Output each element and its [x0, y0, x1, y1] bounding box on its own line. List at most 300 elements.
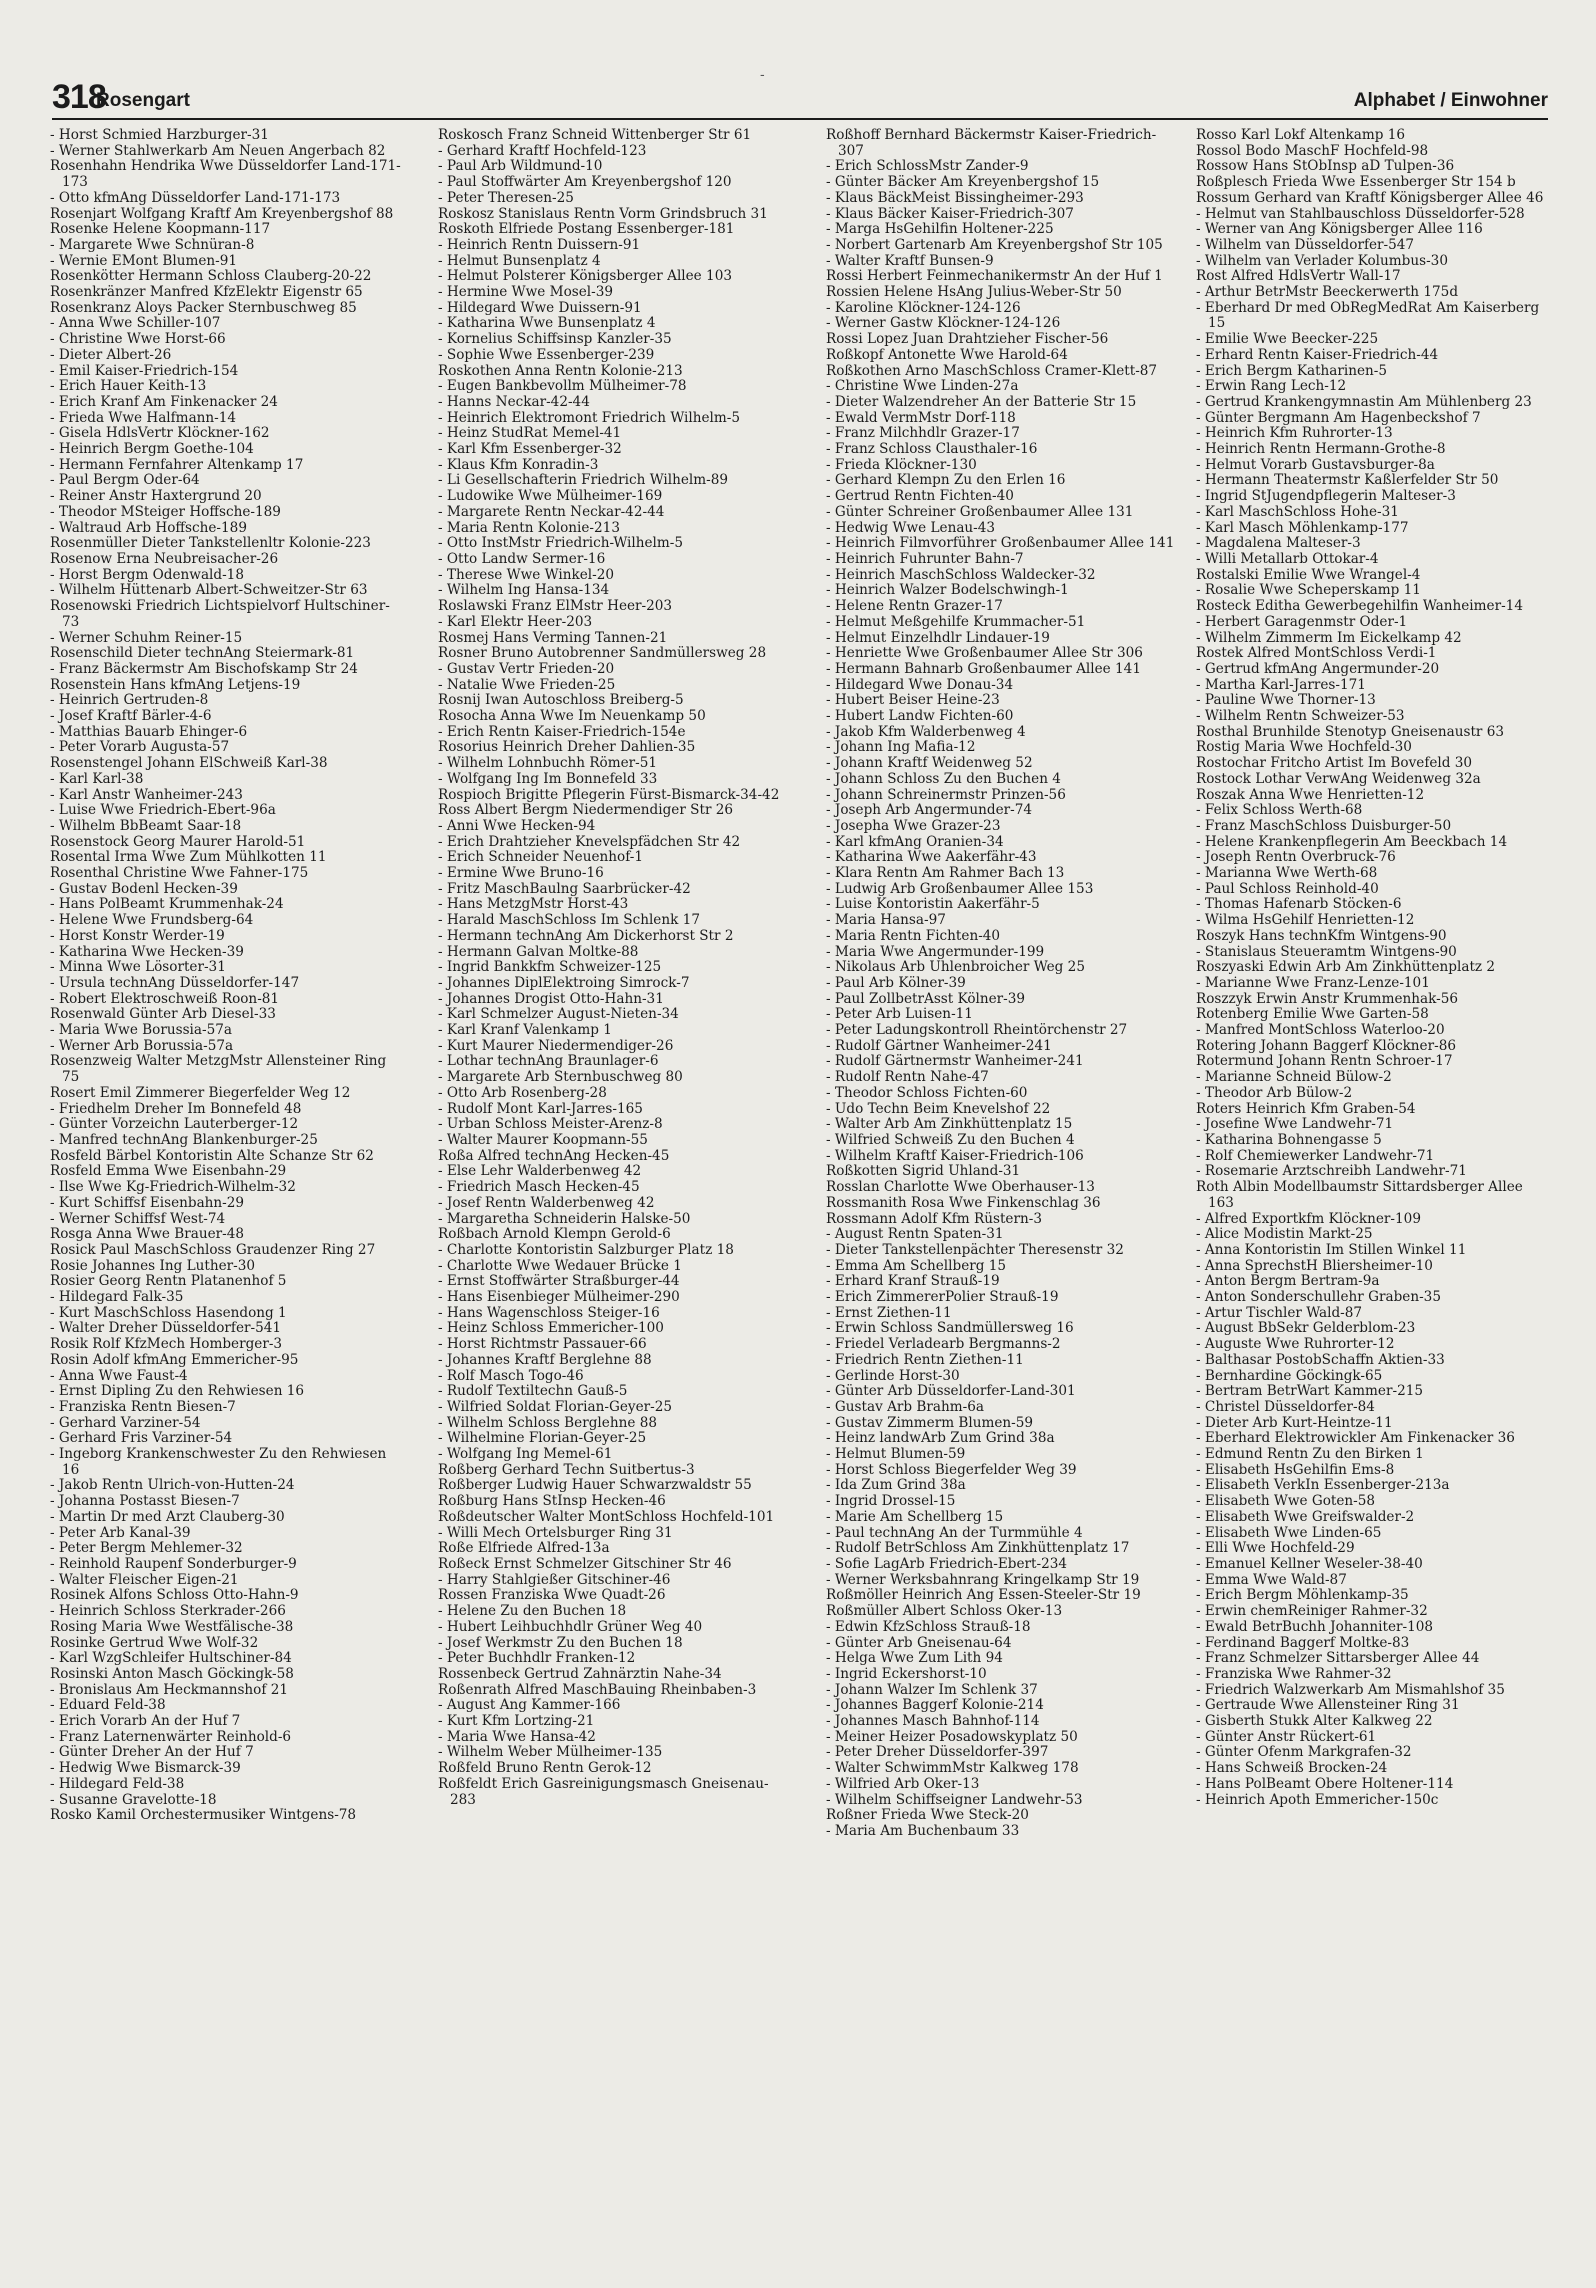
- directory-entry: - Margarete Arb Sternbuschweg 80: [438, 1069, 683, 1086]
- directory-entry: - Gustav Zimmerm Blumen-59: [826, 1414, 1034, 1431]
- directory-entry: Rosenjart Wolfgang Kraftf Am Kreyenbergshof 88: [50, 205, 394, 222]
- directory-entry: - Helga Wwe Zum Lith 94: [826, 1650, 1003, 1667]
- directory-entry: - Paul technAng An der Turmmühle 4: [826, 1524, 1083, 1541]
- directory-entry: - Johann Kraftf Weidenweg 52: [826, 755, 1033, 772]
- directory-entry: - Karl Elektr Heer-203: [438, 613, 593, 630]
- directory-entry: Rosie Johannes Ing Luther-30: [50, 1257, 256, 1274]
- directory-entry: Roszzyk Erwin Anstr Krummenhak-56: [1196, 990, 1459, 1007]
- directory-entry: - Franz Schloss Clausthaler-16: [826, 441, 1038, 458]
- directory-entry: - Gerhard Kraftf Hochfeld-123: [438, 142, 647, 159]
- directory-entry: - Werner Arb Borussia-57a: [50, 1037, 234, 1054]
- directory-entry: Rossien Helene HsAng Julius-Weber-Str 50: [826, 284, 1122, 301]
- directory-entry: - Maria Wwe Hansa-42: [438, 1728, 596, 1745]
- directory-entry: - Peter Arb Kanal-39: [50, 1524, 191, 1541]
- directory-entry: - Werner Werksbahnrang Kringelkamp Str 19: [826, 1571, 1140, 1588]
- directory-entry: - Dieter Walzendreher An der Batterie Str 15: [826, 393, 1137, 410]
- directory-entry: - Wilhelm Zimmerm Im Eickelkamp 42: [1196, 629, 1462, 646]
- directory-entry: - Helene Wwe Frundsberg-64: [50, 912, 254, 929]
- directory-entry: - Theodor Schloss Fichten-60: [826, 1084, 1028, 1101]
- directory-entry: - Werner Schiffsf West-74: [50, 1210, 226, 1227]
- directory-entry: - Balthasar PostobSchaffn Aktien-33: [1196, 1351, 1445, 1368]
- directory-entry: Rosinski Anton Masch Göckingk-58: [50, 1665, 294, 1682]
- directory-entry: Roters Heinrich Kfm Graben-54: [1196, 1100, 1416, 1117]
- directory-entry: - Werner van Ang Königsberger Allee 116: [1196, 221, 1483, 238]
- directory-entry: - Helmut van Stahlbauschloss Düsseldorfer-528: [1196, 205, 1525, 222]
- directory-entry: - Sophie Wwe Essenberger-239: [438, 346, 655, 363]
- directory-entry: - Bernhardine Göckingk-65: [1196, 1367, 1383, 1384]
- directory-entry: - Hermann Bahnarb Großenbaumer Allee 141: [826, 660, 1141, 677]
- directory-entry: - Günter Bäcker Am Kreyenbergshof 15: [826, 174, 1100, 191]
- directory-entry: - Rudolf Rentn Nahe-47: [826, 1069, 989, 1086]
- directory-entry: - Hildegard Wwe Duissern-91: [438, 299, 642, 316]
- directory-entry: - Hans Wagenschloss Steiger-16: [438, 1304, 660, 1321]
- directory-entry: - Maria Am Buchenbaum 33: [826, 1822, 1020, 1839]
- directory-entry: - Rudolf Textiltechn Gauß-5: [438, 1383, 628, 1400]
- directory-entry: - Eugen Bankbevollm Mülheimer-78: [438, 378, 687, 395]
- directory-entry: - Rudolf Gärtnermstr Wanheimer-241: [826, 1053, 1084, 1070]
- directory-entry: - Katharina Wwe Aakerfähr-43: [826, 849, 1037, 866]
- directory-entry: Rosing Maria Wwe Westfälische-38: [50, 1618, 294, 1635]
- directory-entry: - Theodor MSteiger Hoffsche-189: [50, 503, 281, 520]
- stray-mark: -: [760, 66, 765, 82]
- directory-entry: - Heinrich Schloss Sterkrader-266: [50, 1603, 286, 1620]
- directory-entry: - Erich Bergm Möhlenkamp-35: [1196, 1587, 1409, 1604]
- directory-entry: - Paul Schloss Reinhold-40: [1196, 880, 1379, 897]
- directory-entry: - Helmut Polsterer Königsberger Allee 103: [438, 268, 732, 285]
- directory-entry: Roßkotten Sigrid Uhland-31: [826, 1163, 1021, 1180]
- directory-entry: - Hildegard Feld-38: [50, 1775, 185, 1792]
- directory-entry: - Hans MetzgMstr Horst-43: [438, 896, 629, 913]
- directory-entry: - Wilfried Soldat Florian-Geyer-25: [438, 1398, 673, 1415]
- directory-entry: - Kornelius Schiffsinsp Kanzler-35: [438, 331, 672, 348]
- directory-entry: - Maria Rentn Fichten-40: [826, 927, 1001, 944]
- directory-entry: - Franz Schmelzer Sittarsberger Allee 44: [1196, 1650, 1480, 1667]
- directory-entry: - Peter Vorarb Augusta-57: [50, 739, 230, 756]
- directory-entry: Rosner Bruno Autobrenner Sandmüllersweg 28: [438, 645, 767, 662]
- directory-entry: - Friedrich Rentn Ziethen-11: [826, 1351, 1024, 1368]
- directory-entry: - Therese Wwe Winkel-20: [438, 566, 614, 583]
- directory-entry: Rostochar Fritcho Artist Im Bovefeld 30: [1196, 755, 1473, 772]
- directory-entry: - Auguste Wwe Ruhrorter-12: [1196, 1336, 1395, 1353]
- directory-entry: Roskosz Stanislaus Rentn Vorm Grindsbruch 31: [438, 205, 768, 222]
- column-2: [438, 128, 794, 2268]
- directory-entry: - Ursula technAng Düsseldorfer-147: [50, 974, 300, 991]
- directory-entry: Rostek Alfred MontSchloss Verdi-1: [1196, 645, 1437, 662]
- directory-entry: - Ilse Wwe Kg-Friedrich-Wilhelm-32: [50, 1179, 296, 1196]
- directory-entry: - Katharina Bohnengasse 5: [1196, 1132, 1382, 1148]
- directory-entry: - Peter Bergm Mehlemer-32: [50, 1540, 243, 1557]
- directory-entry: - Manfred MontSchloss Waterloo-20: [1196, 1022, 1445, 1039]
- directory-entry: - Walter Fleischer Eigen-21: [50, 1571, 239, 1588]
- directory-entry: - Horst Schloss Biegerfelder Weg 39: [826, 1461, 1077, 1478]
- directory-entry: - Karl Schmelzer August-Nieten-34: [438, 1006, 679, 1023]
- column-3: [826, 128, 1182, 2268]
- directory-entry: - Ludowike Wwe Mülheimer-169: [438, 488, 663, 505]
- directory-entry: - Günter Arb Düsseldorfer-Land-301: [826, 1383, 1076, 1400]
- directory-entry: - Heinrich Gertruden-8: [50, 692, 209, 709]
- directory-entry: - Elisabeth Wwe Greifswalder-2: [1196, 1508, 1415, 1525]
- directory-entry: Roßner Frieda Wwe Steck-20: [826, 1807, 1029, 1824]
- directory-entry: - Susanne Gravelotte-18: [50, 1791, 217, 1808]
- directory-entry: Rosenstengel Johann ElSchweiß Karl-38: [50, 755, 328, 772]
- directory-entry: - Kurt MaschSchloss Hasendong 1: [50, 1304, 287, 1321]
- directory-entry: Roßmüller Albert Schloss Oker-13: [826, 1603, 1063, 1620]
- directory-entry: - Erhard Kranf Strauß-19: [826, 1273, 1000, 1290]
- directory-entry: - Wilhelm Kraftf Kaiser-Friedrich-106: [826, 1147, 1084, 1164]
- directory-entry: - Friedrich Masch Hecken-45: [438, 1179, 640, 1196]
- directory-entry: - Emma Wwe Wald-87: [1196, 1571, 1347, 1588]
- directory-entry: - Helmut Vorarb Gustavsburger-8a: [1196, 456, 1435, 473]
- directory-entry: - Margarete Rentn Neckar-42-44: [438, 503, 665, 520]
- directory-entry: - Gerhard Klempn Zu den Erlen 16: [826, 472, 1066, 489]
- directory-entry: - Rudolf BetrSchloss Am Zinkhüttenplatz 17: [826, 1540, 1130, 1557]
- directory-entry: - Hans Schweiß Brocken-24: [1196, 1760, 1388, 1777]
- directory-entry: Roßburg Hans StInsp Hecken-46: [438, 1493, 666, 1510]
- directory-entry: - Rolf Masch Togo-46: [438, 1367, 584, 1384]
- directory-entry: - Emilie Wwe Beecker-225: [1196, 331, 1379, 348]
- directory-entry: Rossmann Adolf Kfm Rüstern-3: [826, 1210, 1042, 1227]
- directory-entry: - Josefine Wwe Landwehr-71: [1196, 1116, 1394, 1133]
- directory-entry: - Karl MaschSchloss Hohe-31: [1196, 503, 1399, 520]
- directory-entry: - Eduard Feld-38: [50, 1697, 166, 1714]
- directory-entry: Rostalski Emilie Wwe Wrangel-4: [1196, 566, 1421, 583]
- directory-entry: - Wilfried Arb Oker-13: [826, 1775, 980, 1792]
- directory-entry: - Gertrud Krankengymnastin Am Mühlenberg 23: [1196, 393, 1532, 410]
- directory-entry: - Ernst Ziethen-11: [826, 1304, 952, 1321]
- directory-entry: - Helmut Einzelhdlr Lindauer-19: [826, 629, 1050, 646]
- directory-entry: - Martha Karl-Jarres-171: [1196, 676, 1366, 693]
- directory-entry: - Christine Wwe Linden-27a: [826, 378, 1019, 395]
- directory-entry: Roskoth Elfriede Postang Essenberger-181: [438, 221, 735, 238]
- directory-entry: Rosko Kamil Orchestermusiker Wintgens-78: [50, 1807, 357, 1824]
- directory-entry: Rossi Herbert Feinmechanikermstr An der Huf 1: [826, 268, 1163, 285]
- directory-entry: Rosfeld Bärbel Kontoristin Alte Schanze Str 62: [50, 1147, 374, 1164]
- directory-entry: - Paul Bergm Oder-64: [50, 472, 200, 489]
- directory-entry: - Udo Techn Beim Knevelshof 22: [826, 1100, 1051, 1117]
- directory-entry: - Frieda Klöckner-130: [826, 456, 977, 473]
- directory-entry: - Jakob Rentn Ulrich-von-Hutten-24: [50, 1477, 295, 1494]
- directory-entry: - Martin Dr med Arzt Clauberg-30: [50, 1508, 285, 1525]
- directory-entry: Rossenbeck Gertrud Zahnärztin Nahe-34: [438, 1665, 722, 1682]
- directory-entry: - Karoline Klöckner-124-126: [826, 299, 1021, 316]
- directory-entry: - Gertrud Rentn Fichten-40: [826, 488, 1014, 505]
- directory-entry: - Harry Stahlgießer Gitschiner-46: [438, 1571, 671, 1588]
- directory-entry: - Helmut Bunsenplatz 4: [438, 252, 601, 269]
- directory-entry: - Maria Wwe Angermunder-199: [826, 943, 1045, 960]
- directory-entry: - Margarete Wwe Schnüran-8: [50, 236, 255, 253]
- directory-entry: Rospioch Brigitte Pflegerin Fürst-Bismarck-34-42: [438, 786, 780, 803]
- directory-entry: - Franziska Rentn Biesen-7: [50, 1398, 236, 1415]
- directory-entry: - Helene Krankenpflegerin Am Beeckbach 14: [1196, 833, 1508, 850]
- directory-entry: - Karl Masch Möhlenkamp-177: [1196, 519, 1409, 536]
- directory-entry: - Peter Theresen-25: [438, 189, 574, 206]
- directory-entry: - Ingrid Drossel-15: [826, 1493, 956, 1510]
- directory-entry: - Gisberth Stukk Alter Kalkweg 22: [1196, 1713, 1433, 1730]
- directory-entry: - Wilhelm Lohnbuchh Römer-51: [438, 755, 658, 772]
- directory-entry: - Elisabeth HsGehilfin Ems-8: [1196, 1461, 1395, 1478]
- directory-entry: Roszyk Hans technKfm Wintgens-90: [1196, 927, 1447, 944]
- directory-entry: - Ingrid Eckershorst-10: [826, 1665, 987, 1682]
- directory-entry: - Ewald VermMstr Dorf-118: [826, 409, 1016, 426]
- directory-entry: Rosinek Alfons Schloss Otto-Hahn-9: [50, 1587, 299, 1604]
- directory-entry: - Josef Rentn Walderbenweg 42: [438, 1194, 655, 1211]
- directory-entry: Rosocha Anna Wwe Im Neuenkamp 50: [438, 708, 706, 725]
- directory-entry: - Hans Eisenbieger Mülheimer-290: [438, 1289, 680, 1306]
- directory-entry: Rosik Rolf KfzMech Homberger-3: [50, 1336, 283, 1353]
- directory-entry: - Bertram BetrWart Kammer-215: [1196, 1383, 1424, 1400]
- directory-entry: Rosenowski Friedrich Lichtspielvorf Hultschiner-73: [50, 598, 390, 630]
- directory-entry: Roslawski Franz ElMstr Heer-203: [438, 598, 673, 615]
- directory-entry: - Ida Zum Grind 38a: [826, 1477, 966, 1494]
- page-header: [52, 74, 1548, 118]
- directory-entry: Roskothen Anna Rentn Kolonie-213: [438, 362, 683, 379]
- directory-entry: - Wilhelm Schloss Berglehne 88: [438, 1414, 657, 1431]
- directory-entry: - Erich Rentn Kaiser-Friedrich-154e: [438, 723, 686, 740]
- directory-entry: Rosental Irma Wwe Zum Mühlkotten 11: [50, 849, 327, 866]
- directory-entry: - Magdalena Malteser-3: [1196, 535, 1361, 552]
- directory-entry: - Johannes DiplElektroing Simrock-7: [438, 974, 690, 991]
- directory-entry: - Günter Arb Gneisenau-64: [826, 1634, 1012, 1651]
- directory-entry: - Luise Wwe Friedrich-Ebert-96a: [50, 802, 276, 819]
- directory-entry: - Klaus BäckMeist Bissingheimer-293: [826, 189, 1084, 206]
- directory-entry: Rosier Georg Rentn Platanenhof 5: [50, 1273, 287, 1290]
- directory-entry: Roßhoff Bernhard Bäckermstr Kaiser-Friedrich-307: [826, 128, 1157, 159]
- directory-entry: - Ingrid StJugendpflegerin Malteser-3: [1196, 488, 1456, 505]
- directory-entry: - Elli Wwe Hochfeld-29: [1196, 1540, 1355, 1557]
- directory-entry: - Marga HsGehilfin Holtener-225: [826, 221, 1054, 238]
- directory-entry: - Arthur BetrMstr Beeckerwerth 175d: [1196, 284, 1459, 301]
- directory-entry: - Hermann technAng Am Dickerhorst Str 2: [438, 927, 734, 944]
- directory-entry: - Gertrud kfmAng Angermunder-20: [1196, 660, 1440, 677]
- directory-entry: Rosenstock Georg Maurer Harold-51: [50, 833, 306, 850]
- directory-entry: - Werner Schuhm Reiner-15: [50, 629, 243, 646]
- directory-entry: Roßberger Ludwig Hauer Schwarzwaldstr 55: [438, 1477, 752, 1494]
- directory-entry: Rosga Anna Wwe Brauer-48: [50, 1226, 245, 1243]
- directory-entry: - Rosalie Wwe Scheperskamp 11: [1196, 582, 1421, 599]
- directory-entry: Rosthal Brunhilde Stenotyp Gneisenaustr 63: [1196, 723, 1505, 740]
- directory-entry: - Wilhelm van Düsseldorfer-547: [1196, 236, 1415, 253]
- directory-entry: - Gustav Vertr Frieden-20: [438, 660, 615, 677]
- directory-entry: - Erich Hauer Keith-13: [50, 378, 207, 395]
- directory-entry: - Marie Am Schellberg 15: [826, 1508, 1004, 1525]
- directory-entry: - August Ang Kammer-166: [438, 1697, 621, 1714]
- directory-entry: - Heinrich Elektromont Friedrich Wilhelm-5: [438, 409, 741, 426]
- directory-entry: - Werner Gastw Klöckner-124-126: [826, 315, 1061, 332]
- directory-entry: - Erich Kranf Am Finkenacker 24: [50, 393, 278, 410]
- directory-entry: - Edwin KfzSchloss Strauß-18: [826, 1618, 1031, 1635]
- directory-entry: - Helene Zu den Buchen 18: [438, 1603, 627, 1620]
- directory-entry: - Wilhelm van Verlader Kolumbus-30: [1196, 252, 1448, 269]
- directory-entry: - Rudolf Mont Karl-Jarres-165: [438, 1100, 643, 1117]
- directory-entry: - Wilhelm Rentn Schweizer-53: [1196, 708, 1405, 725]
- directory-entry: - Paul Stoffwärter Am Kreyenbergshof 120: [438, 174, 732, 191]
- directory-entry: - Wilhelm Weber Mülheimer-135: [438, 1744, 663, 1761]
- directory-entry: - Johannes Drogist Otto-Hahn-31: [438, 990, 664, 1007]
- directory-entry: - Johann Schreinermstr Prinzen-56: [826, 786, 1066, 803]
- directory-entry: - Reinhold Raupenf Sonderburger-9: [50, 1555, 297, 1572]
- directory-entry: - Hildegard Falk-35: [50, 1289, 184, 1306]
- directory-entry: Rosso Karl Lokf Altenkamp 16: [1196, 128, 1406, 143]
- directory-entry: - Bronislaus Am Heckmannshof 21: [50, 1681, 289, 1698]
- directory-entry: - Günter Bergmann Am Hagenbeckshof 7: [1196, 409, 1481, 426]
- directory-entry: - Hedwig Wwe Bismarck-39: [50, 1760, 241, 1777]
- directory-entry: Rossum Gerhard van Kraftf Königsberger Allee 46: [1196, 189, 1544, 206]
- directory-entry: - Ingrid Bankkfm Schweizer-125: [438, 959, 662, 976]
- directory-entry: Rosmej Hans Verming Tannen-21: [438, 629, 668, 646]
- directory-entry: - Marianne Wwe Franz-Lenze-101: [1196, 974, 1430, 991]
- directory-entry: - Emanuel Kellner Weseler-38-40: [1196, 1555, 1423, 1572]
- directory-entry: - Herbert Garagenmstr Oder-1: [1196, 613, 1408, 630]
- directory-entry: - Peter Arb Luisen-11: [826, 1006, 973, 1023]
- directory-entry: - Günter Schreiner Großenbaumer Allee 131: [826, 503, 1134, 520]
- directory-entry: Rost Alfred HdlsVertr Wall-17: [1196, 268, 1401, 285]
- directory-entry: - August Rentn Spaten-31: [826, 1226, 1004, 1243]
- directory-entry: - Anni Wwe Hecken-94: [438, 817, 596, 834]
- directory-entry: - Erwin Rang Lech-12: [1196, 378, 1347, 395]
- directory-entry: - Erhard Rentn Kaiser-Friedrich-44: [1196, 346, 1439, 363]
- directory-entry: Rosenow Erna Neubreisacher-26: [50, 550, 279, 567]
- directory-entry: - Frieda Wwe Halfmann-14: [50, 409, 237, 426]
- directory-entry: - Marianne Schneid Bülow-2: [1196, 1069, 1392, 1086]
- directory-entry: Roßkothen Arno MaschSchloss Cramer-Klett-87: [826, 362, 1158, 379]
- directory-entry: - Heinz StudRat Memel-41: [438, 425, 622, 442]
- directory-entry: - Otto Landw Sermer-16: [438, 550, 606, 567]
- directory-entry: - Anton Bergm Bertram-9a: [1196, 1273, 1380, 1290]
- directory-entry: - Paul Arb Kölner-39: [826, 974, 966, 991]
- directory-entry: - Emil Kaiser-Friedrich-154: [50, 362, 239, 379]
- directory-entry: Rosert Emil Zimmerer Biegerfelder Weg 12: [50, 1084, 351, 1101]
- directory-entry: Rosenkötter Hermann Schloss Clauberg-20-22: [50, 268, 372, 285]
- directory-entry: - Hermann Fernfahrer Altenkamp 17: [50, 456, 304, 473]
- directory-entry: - Gerhard Varziner-54: [50, 1414, 201, 1431]
- directory-entry: - Horst Richtmstr Passauer-66: [438, 1336, 647, 1353]
- directory-entry: - Erich Schneider Neuenhof-1: [438, 849, 643, 866]
- directory-entry: - Henriette Wwe Großenbaumer Allee Str 306: [826, 645, 1143, 662]
- directory-entry: - Anna Wwe Schiller-107: [50, 315, 221, 332]
- directory-entry: - Rudolf Gärtner Wanheimer-241: [826, 1037, 1052, 1054]
- directory-entry: - Erwin chemReiniger Rahmer-32: [1196, 1603, 1428, 1620]
- directory-entry: - Anton Sonderschullehr Graben-35: [1196, 1289, 1441, 1306]
- directory-entry: - Maria Hansa-97: [826, 912, 946, 929]
- directory-entry: Rosenwald Günter Arb Diesel-33: [50, 1006, 276, 1023]
- directory-entry: - Luise Kontoristin Aakerfähr-5: [826, 896, 1040, 913]
- directory-entry: - Walter Maurer Koopmann-55: [438, 1132, 648, 1148]
- directory-entry: - Karl kfmAng Oranien-34: [826, 833, 1004, 850]
- directory-entry: - Hedwig Wwe Lenau-43: [826, 519, 996, 536]
- directory-entry: Rosick Paul MaschSchloss Graudenzer Ring 27: [50, 1241, 376, 1258]
- directory-entry: - Wilma HsGehilf Henrietten-12: [1196, 912, 1415, 929]
- directory-entry: - Theodor Arb Bülow-2: [1196, 1084, 1353, 1101]
- directory-entry: Roth Albin Modellbaumstr Sittardsberger Allee 163: [1196, 1179, 1523, 1211]
- directory-entry: Rosenmüller Dieter Tankstellenltr Kolonie-223: [50, 535, 371, 552]
- directory-entry: - Johann Walzer Im Schlenk 37: [826, 1681, 1038, 1698]
- directory-entry: - Johann Schloss Zu den Buchen 4: [826, 770, 1061, 787]
- directory-entry: - Ewald BetrBuchh Johanniter-108: [1196, 1618, 1434, 1635]
- directory-entry: - Jakob Kfm Walderbenweg 4: [826, 723, 1026, 740]
- directory-entry: - Franz MaschSchloss Duisburger-50: [1196, 817, 1452, 834]
- directory-entry: - Gisela HdlsVertr Klöckner-162: [50, 425, 270, 442]
- directory-entry: - Otto kfmAng Düsseldorfer Land-171-173: [50, 189, 341, 206]
- directory-entry: - Wilhelm Hüttenarb Albert-Schweitzer-Str 63: [50, 582, 368, 599]
- directory-entry: - Walter Dreher Düsseldorfer-541: [50, 1320, 282, 1337]
- directory-entry: - Helmut Blumen-59: [826, 1446, 966, 1463]
- directory-entry: - Hans PolBeamt Krummenhak-24: [50, 896, 284, 913]
- directory-entry: - Friedel Verladearb Bergmanns-2: [826, 1336, 1061, 1353]
- directory-entry: - Erich Bergm Katharinen-5: [1196, 362, 1388, 379]
- directory-entry: - Wilhelmine Florian-Geyer-25: [438, 1430, 647, 1447]
- directory-entry: - Johannes Masch Bahnhof-114: [826, 1713, 1040, 1730]
- directory-entry: Roßeck Ernst Schmelzer Gitschiner Str 46: [438, 1555, 732, 1572]
- running-head-name: Rosengart: [96, 90, 190, 111]
- directory-entry: - Heinrich Kfm Ruhrorter-13: [1196, 425, 1393, 442]
- directory-entry: Rotenberg Emilie Wwe Garten-58: [1196, 1006, 1429, 1023]
- directory-entry: - Ferdinand Baggerf Moltke-83: [1196, 1634, 1410, 1651]
- directory-entry: - Wolfgang Ing Memel-61: [438, 1446, 613, 1463]
- directory-entry: Ross Albert Bergm Niedermendiger Str 26: [438, 802, 734, 819]
- directory-entry: - Wolfgang Ing Im Bonnefeld 33: [438, 770, 658, 787]
- directory-entry: Rossen Franziska Wwe Quadt-26: [438, 1587, 666, 1604]
- directory-entry: Rosslan Charlotte Wwe Oberhauser-13: [826, 1179, 1095, 1196]
- directory-entry: - Hermann Theatermstr Kaßlerfelder Str 50: [1196, 472, 1499, 489]
- directory-entry: Rossol Bodo MaschF Hochfeld-98: [1196, 142, 1429, 159]
- directory-entry: - Alfred Exportkfm Klöckner-109: [1196, 1210, 1421, 1227]
- directory-entry: - Heinrich Bergm Goethe-104: [50, 441, 254, 458]
- directory-entry: - Franziska Wwe Rahmer-32: [1196, 1665, 1392, 1682]
- directory-entry: - Emma Am Schellberg 15: [826, 1257, 1007, 1274]
- directory-entry: - Waltraud Arb Hoffsche-189: [50, 519, 247, 536]
- directory-entry: - Günter Anstr Rückert-61: [1196, 1728, 1377, 1745]
- directory-entry: - Wilfried Schweiß Zu den Buchen 4: [826, 1132, 1075, 1148]
- directory-entry: - Reiner Anstr Haxtergrund 20: [50, 488, 262, 505]
- directory-entry: - Karl Kranf Valenkamp 1: [438, 1022, 612, 1039]
- directory-entry: - Hermine Wwe Mosel-39: [438, 284, 614, 301]
- directory-entry: - Günter Vorzeichn Lauterberger-12: [50, 1116, 299, 1133]
- directory-entry: - Ernst Dipling Zu den Rehwiesen 16: [50, 1383, 305, 1400]
- directory-entry: - Charlotte Kontoristin Salzburger Platz 18: [438, 1241, 734, 1258]
- directory-entry: - Hanns Neckar-42-44: [438, 393, 590, 410]
- directory-entry: Rossow Hans StObInsp aD Tulpen-36: [1196, 158, 1455, 175]
- directory-entry: - Klara Rentn Am Rahmer Bach 13: [826, 865, 1065, 882]
- directory-entry: - Elisabeth Wwe Linden-65: [1196, 1524, 1382, 1541]
- directory-entry: - Katharina Wwe Bunsenplatz 4: [438, 315, 656, 332]
- directory-entry: - Willi Mech Ortelsburger Ring 31: [438, 1524, 673, 1541]
- directory-entry: - Walter Arb Am Zinkhüttenplatz 15: [826, 1116, 1073, 1133]
- directory-entry: - Peter Buchhdlr Franken-12: [438, 1650, 636, 1667]
- directory-entry: - Norbert Gartenarb Am Kreyenbergshof Str 105: [826, 236, 1163, 253]
- directory-entry: - Horst Konstr Werder-19: [50, 927, 225, 944]
- directory-entry: - Fritz MaschBaulng Saarbrücker-42: [438, 880, 691, 897]
- directory-entry: - Charlotte Wwe Wedauer Brücke 1: [438, 1257, 682, 1274]
- directory-entry: - Christine Wwe Horst-66: [50, 331, 226, 348]
- directory-entry: - Else Lehr Walderbenweg 42: [438, 1163, 642, 1180]
- directory-entry: - Otto InstMstr Friedrich-Wilhelm-5: [438, 535, 684, 552]
- directory-entry: Rosnij Iwan Autoschloss Breiberg-5: [438, 692, 684, 709]
- directory-entry: Rosenschild Dieter technAng Steiermark-81: [50, 645, 355, 662]
- directory-entry: - Friedrich Walzwerkarb Am Mismahlshof 35: [1196, 1681, 1505, 1698]
- directory-entry: - Günter Dreher An der Huf 7: [50, 1744, 254, 1761]
- directory-entry: - Elisabeth VerkIn Essenberger-213a: [1196, 1477, 1450, 1494]
- directory-entry: - Heinrich Rentn Hermann-Grothe-8: [1196, 441, 1446, 458]
- directory-entry: Roszak Anna Wwe Henrietten-12: [1196, 786, 1425, 803]
- directory-entry: - Franz Milchhdlr Grazer-17: [826, 425, 1020, 442]
- directory-entry: - Gustav Bodenl Hecken-39: [50, 880, 238, 897]
- directory-entry: - Anna Kontoristin Im Stillen Winkel 11: [1196, 1241, 1467, 1258]
- directory-entry: - Otto Arb Rosenberg-28: [438, 1084, 607, 1101]
- directory-entry: - Nikolaus Arb Uhlenbroicher Weg 25: [826, 959, 1085, 976]
- directory-entry: - Artur Tischler Wald-87: [1196, 1304, 1363, 1321]
- directory-entry: - Johanna Postasst Biesen-7: [50, 1493, 240, 1510]
- directory-entry: - Thomas Hafenarb Stöcken-6: [1196, 896, 1402, 913]
